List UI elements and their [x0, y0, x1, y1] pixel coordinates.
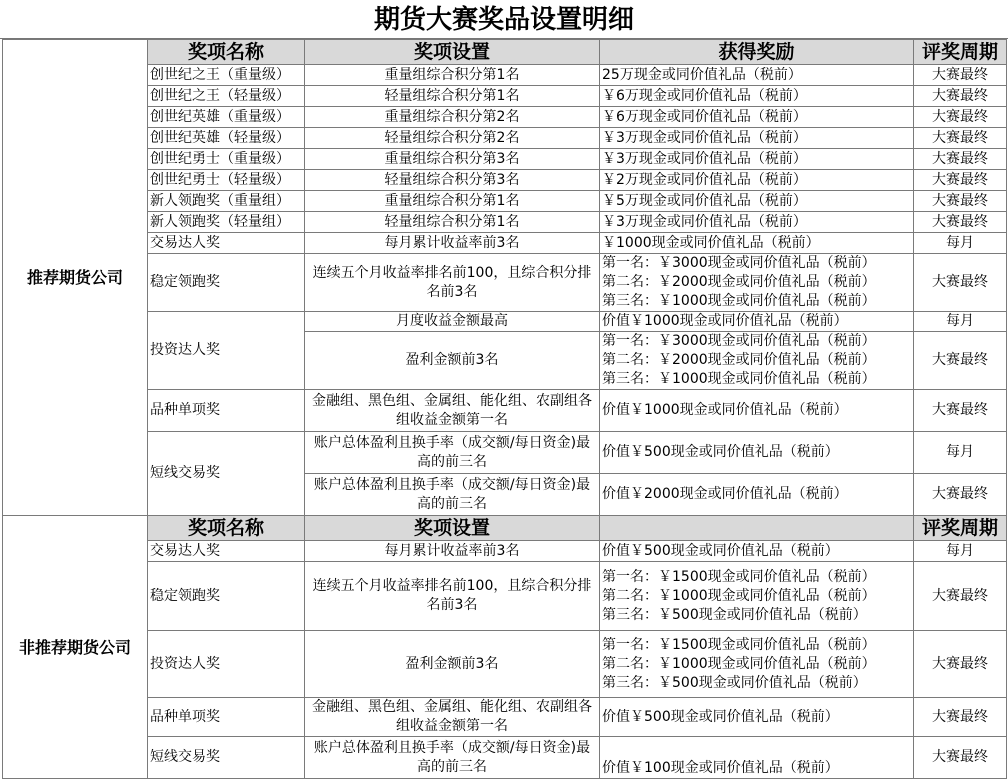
award-setting: 重量组综合积分第1名: [305, 191, 600, 212]
award-name: 投资达人奖: [148, 631, 305, 698]
group-label: 推荐期货公司: [3, 40, 148, 516]
table-row: [3, 170, 1007, 191]
award-setting: 轻量组综合积分第1名: [305, 86, 600, 107]
reward: 价值￥1000现金或同价值礼品（税前）: [600, 312, 914, 332]
header-row: [3, 516, 1007, 541]
table-row: [3, 149, 1007, 170]
period: 大赛最终: [914, 254, 1007, 312]
award-setting: 轻量组综合积分第3名: [305, 170, 600, 191]
reward: ￥5万现金或同价值礼品（税前）: [600, 191, 914, 212]
award-name: 创世纪之王（重量级）: [148, 65, 305, 86]
table-row: [3, 562, 1007, 631]
award-name: 新人领跑奖（重量组）: [148, 191, 305, 212]
award-name: 稳定领跑奖: [148, 254, 305, 312]
period: 大赛最终: [914, 562, 1007, 631]
period: 大赛最终: [914, 737, 1007, 779]
award-name: 创世纪勇士（轻量级）: [148, 170, 305, 191]
award-name: 投资达人奖: [148, 312, 305, 390]
award-setting: 每月累计收益率前3名: [305, 233, 600, 254]
period: 大赛最终: [914, 332, 1007, 390]
table-row: [3, 191, 1007, 212]
period: 每月: [914, 541, 1007, 562]
period: 大赛最终: [914, 170, 1007, 191]
table-row: [3, 541, 1007, 562]
table-row: [3, 631, 1007, 698]
award-name: 创世纪勇士（重量级）: [148, 149, 305, 170]
reward: 25万现金或同价值礼品（税前）: [600, 65, 914, 86]
award-setting: 轻量组综合积分第2名: [305, 128, 600, 149]
prize-table: [2, 39, 1007, 516]
reward: ￥3万现金或同价值礼品（税前）: [600, 149, 914, 170]
prize-table-non-recommended: [2, 515, 1007, 779]
period: 大赛最终: [914, 86, 1007, 107]
reward: 价值￥500现金或同价值礼品（税前）: [600, 698, 914, 737]
award-name: 交易达人奖: [148, 541, 305, 562]
award-setting: 每月累计收益率前3名: [305, 541, 600, 562]
award-setting: 轻量组综合积分第1名: [305, 212, 600, 233]
period: 大赛最终: [914, 474, 1007, 516]
period: 大赛最终: [914, 65, 1007, 86]
header-award-name: 奖项名称: [148, 516, 305, 541]
table-row: [3, 312, 1007, 332]
reward: 价值￥1000现金或同价值礼品（税前）: [600, 390, 914, 432]
header-period: 评奖周期: [914, 40, 1007, 65]
period: 大赛最终: [914, 390, 1007, 432]
award-setting: 金融组、黑色组、金属组、能化组、农副组各组收益金额第一名: [305, 698, 600, 737]
award-name: 创世纪之王（轻量级）: [148, 86, 305, 107]
award-name: 品种单项奖: [148, 390, 305, 432]
reward: ￥3万现金或同价值礼品（税前）: [600, 212, 914, 233]
reward: 价值￥500现金或同价值礼品（税前）: [600, 541, 914, 562]
period: 大赛最终: [914, 191, 1007, 212]
award-setting: 重量组综合积分第2名: [305, 107, 600, 128]
table-row: [3, 432, 1007, 474]
reward: 价值￥500现金或同价值礼品（税前）: [600, 432, 914, 474]
award-setting: 金融组、黑色组、金属组、能化组、农副组各组收益金额第一名: [305, 390, 600, 432]
group-label: 非推荐期货公司: [3, 516, 148, 779]
award-setting: 连续五个月收益率排名前100，且综合积分排名前3名: [305, 254, 600, 312]
table-row: [3, 212, 1007, 233]
header-reward: [600, 516, 914, 541]
period: 大赛最终: [914, 698, 1007, 737]
reward: 价值￥100现金或同价值礼品（税前）: [600, 737, 914, 779]
award-name: 交易达人奖: [148, 233, 305, 254]
period: 每月: [914, 432, 1007, 474]
reward: 第一名：￥1500现金或同价值礼品（税前） 第二名：￥1000现金或同价值礼品（税前） 第三名：￥500现金或同价值礼品（税前）: [600, 562, 914, 631]
reward: 价值￥2000现金或同价值礼品（税前）: [600, 474, 914, 516]
table-row: [3, 65, 1007, 86]
header-period: 评奖周期: [914, 516, 1007, 541]
award-setting: 连续五个月收益率排名前100，且综合积分排名前3名: [305, 562, 600, 631]
table-row: [3, 107, 1007, 128]
reward: ￥6万现金或同价值礼品（税前）: [600, 86, 914, 107]
reward: ￥3万现金或同价值礼品（税前）: [600, 128, 914, 149]
award-name: 稳定领跑奖: [148, 562, 305, 631]
header-award-name: 奖项名称: [148, 40, 305, 65]
reward: 第一名：￥1500现金或同价值礼品（税前） 第二名：￥1000现金或同价值礼品（税前） 第三名：￥500现金或同价值礼品（税前）: [600, 631, 914, 698]
reward: ￥1000现金或同价值礼品（税前）: [600, 233, 914, 254]
award-setting: 账户总体盈利且换手率（成交额/每日资金)最高的前三名: [305, 474, 600, 516]
award-name: 创世纪英雄（轻量级）: [148, 128, 305, 149]
reward: ￥6万现金或同价值礼品（税前）: [600, 107, 914, 128]
award-name: 新人领跑奖（轻量组）: [148, 212, 305, 233]
header-award-setting: 奖项设置: [305, 516, 600, 541]
table-row: [3, 233, 1007, 254]
award-name: 创世纪英雄（重量级）: [148, 107, 305, 128]
award-setting: 重量组综合积分第1名: [305, 65, 600, 86]
table-row: [3, 86, 1007, 107]
award-setting: 月度收益金额最高: [305, 312, 600, 332]
header-reward: 获得奖励: [600, 40, 914, 65]
table-row: [3, 698, 1007, 737]
reward: 第一名：￥3000现金或同价值礼品（税前） 第二名：￥2000现金或同价值礼品（税前） 第三名：￥1000现金或同价值礼品（税前）: [600, 254, 914, 312]
award-name: 品种单项奖: [148, 698, 305, 737]
header-row: [3, 40, 1007, 65]
period: 每月: [914, 233, 1007, 254]
header-award-setting: 奖项设置: [305, 40, 600, 65]
table-row: [3, 128, 1007, 149]
period: 每月: [914, 312, 1007, 332]
period: 大赛最终: [914, 128, 1007, 149]
period: 大赛最终: [914, 631, 1007, 698]
period: 大赛最终: [914, 212, 1007, 233]
award-name: 短线交易奖: [148, 432, 305, 516]
award-setting: 重量组综合积分第3名: [305, 149, 600, 170]
award-setting: 账户总体盈利且换手率（成交额/每日资金)最高的前三名: [305, 432, 600, 474]
award-name: 短线交易奖: [148, 737, 305, 779]
award-setting: 账户总体盈利且换手率（成交额/每日资金)最高的前三名: [305, 737, 600, 779]
table-row: [3, 254, 1007, 312]
reward: 第一名：￥3000现金或同价值礼品（税前） 第二名：￥2000现金或同价值礼品（税前） 第三名：￥1000现金或同价值礼品（税前）: [600, 332, 914, 390]
period: 大赛最终: [914, 107, 1007, 128]
table-row: [3, 390, 1007, 432]
award-setting: 盈利金额前3名: [305, 332, 600, 390]
period: 大赛最终: [914, 149, 1007, 170]
table-row: [3, 737, 1007, 779]
award-setting: 盈利金额前3名: [305, 631, 600, 698]
reward: ￥2万现金或同价值礼品（税前）: [600, 170, 914, 191]
page-title: 期货大赛奖品设置明细: [0, 0, 1008, 39]
